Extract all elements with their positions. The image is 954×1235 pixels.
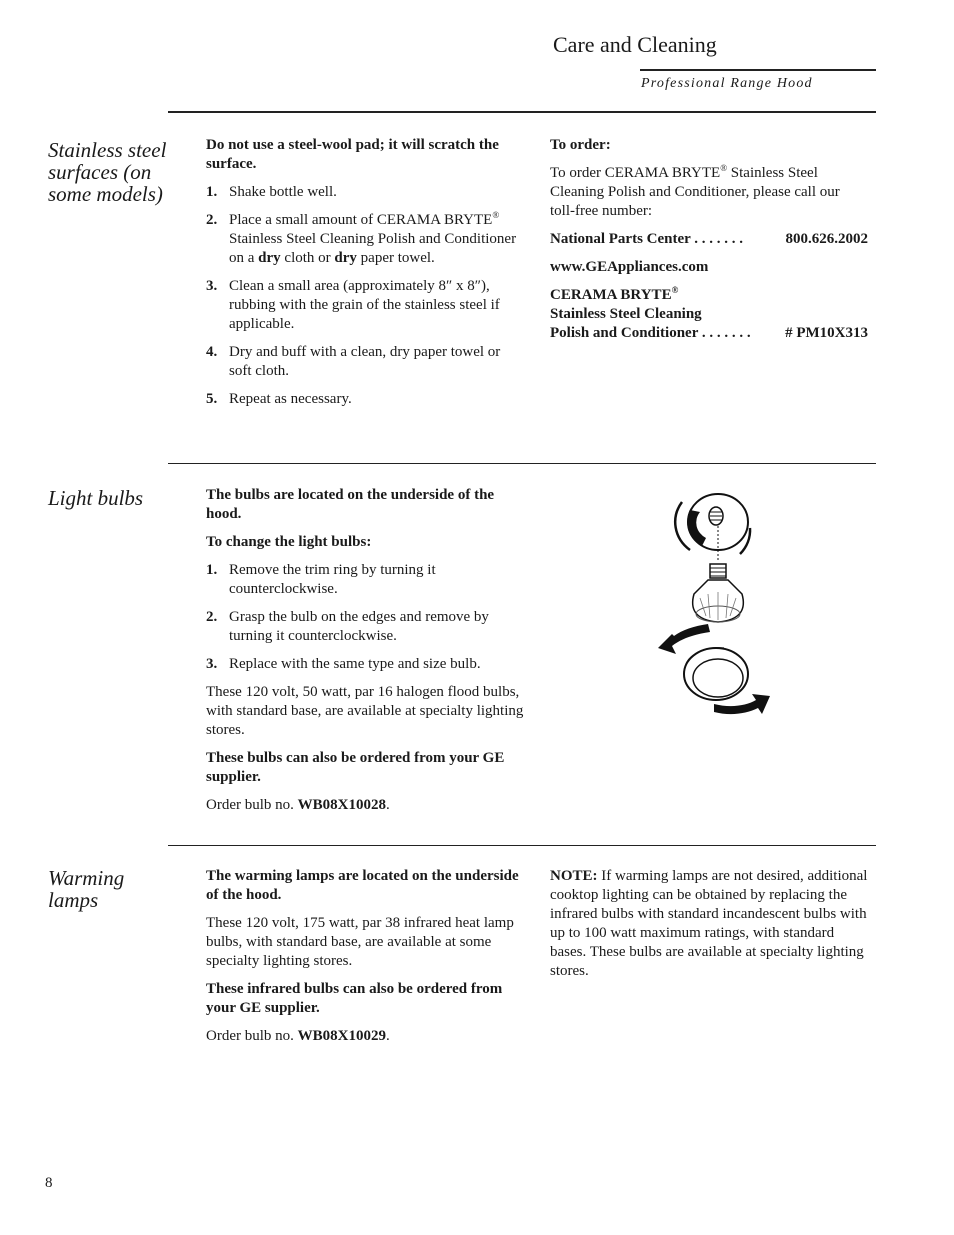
step-text-bold: dry bbox=[334, 250, 357, 266]
registered-mark: ® bbox=[492, 210, 500, 220]
product-line: Stainless Steel Cleaning bbox=[550, 306, 702, 322]
warming-location: The warming lamps are located on the underside of the hood. bbox=[206, 868, 519, 903]
light-steps bbox=[206, 561, 524, 674]
order-bulb-period: . bbox=[386, 797, 390, 813]
page-number: 8 bbox=[45, 1175, 53, 1191]
warming-lamp-instructions bbox=[206, 867, 524, 1055]
warming-spec: These 120 volt, 175 watt, par 38 infrared heat lamp bulbs, with standard base, are available at some specialty lighting stores. bbox=[206, 915, 514, 969]
note-paragraph bbox=[550, 867, 868, 981]
order-bulb-number: WB08X10029 bbox=[297, 1028, 386, 1044]
supplier-note: These bulbs can also be ordered from your GE supplier. bbox=[206, 750, 505, 785]
parts-center bbox=[550, 230, 868, 249]
section-divider bbox=[168, 463, 876, 464]
product-name-text: CERAMA BRYTE bbox=[550, 287, 672, 303]
list-item bbox=[206, 390, 526, 409]
list-item bbox=[206, 211, 526, 268]
step-text-bold: dry bbox=[258, 250, 281, 266]
note-text: If warming lamps are not desired, additional cooktop lighting can be obtained by replacing the infrared bulbs with standard incandescent bulbs with up to 100 watt maximum ratings, with standard bases. These bulbs are available at specialty lighting stores. bbox=[550, 868, 868, 979]
product-part-label: Polish and Conditioner . . . . . . . bbox=[550, 325, 751, 341]
list-item bbox=[206, 608, 524, 646]
step-number: 2. bbox=[206, 609, 218, 625]
stainless-steps bbox=[206, 183, 526, 409]
registered-mark: ® bbox=[720, 163, 728, 173]
step-text-pre: Place a small amount of CERAMA BRYTE bbox=[229, 212, 493, 228]
section-divider-top bbox=[168, 111, 876, 113]
product-name bbox=[550, 286, 868, 305]
step-number: 2. bbox=[206, 212, 218, 228]
product-info bbox=[550, 286, 868, 343]
product-part-number: # PM10X313 bbox=[785, 325, 868, 341]
warming-supplier-note: These infrared bulbs can also be ordered from your GE supplier. bbox=[206, 981, 503, 1016]
step-text: Remove the trim ring by turning it counterclockwise. bbox=[229, 562, 436, 597]
list-item bbox=[206, 655, 524, 674]
order-text bbox=[550, 164, 868, 221]
step-number: 3. bbox=[206, 278, 218, 294]
heading-line: lamps bbox=[48, 888, 99, 912]
section-heading-warming-lamps bbox=[48, 867, 124, 911]
order-bulb-number: WB08X10028 bbox=[297, 797, 386, 813]
parts-center-phone: 800.626.2002 bbox=[785, 231, 868, 247]
bulb-location: The bulbs are located on the underside of the hood. bbox=[206, 487, 495, 522]
light-bulb-instructions bbox=[206, 486, 524, 824]
step-text: Shake bottle well. bbox=[229, 184, 337, 200]
step-number: 1. bbox=[206, 184, 218, 200]
order-heading: To order: bbox=[550, 137, 611, 153]
step-text: Replace with the same type and size bulb. bbox=[229, 656, 481, 672]
order-text-post: Stainless Steel Cleaning Polish and Conditioner, please call our toll-free number: bbox=[550, 165, 840, 219]
step-text: Repeat as necessary. bbox=[229, 391, 352, 407]
product-part bbox=[550, 324, 868, 343]
stainless-instructions bbox=[206, 136, 526, 418]
step-text: Clean a small area (approximately 8″ x 8″), rubbing with the grain of the stainless steel if applicable. bbox=[229, 278, 500, 332]
list-item bbox=[206, 343, 526, 381]
steel-wool-warning: Do not use a steel-wool pad; it will scratch the surface. bbox=[206, 137, 499, 172]
order-bulb-label: Order bulb no. bbox=[206, 1028, 298, 1044]
list-item bbox=[206, 277, 526, 334]
halogen-bulb-icon bbox=[693, 564, 744, 622]
header-rule bbox=[640, 69, 876, 71]
trim-ring-icon bbox=[684, 648, 748, 700]
registered-mark: ® bbox=[671, 285, 679, 295]
order-bulb-label: Order bulb no. bbox=[206, 797, 298, 813]
socket-fixture-icon bbox=[675, 494, 750, 554]
order-text-pre: To order CERAMA BRYTE bbox=[550, 165, 721, 181]
heading-line: Warming bbox=[48, 866, 125, 890]
order-bulb bbox=[206, 796, 524, 815]
warming-note bbox=[550, 867, 868, 990]
step-number: 1. bbox=[206, 562, 218, 578]
section-heading-light-bulbs: Light bulbs bbox=[48, 486, 144, 510]
change-bulbs-heading: To change the light bulbs: bbox=[206, 534, 372, 550]
bulb-spec: These 120 volt, 50 watt, par 16 halogen flood bulbs, with standard base, are available at specialty lighting stores. bbox=[206, 684, 524, 738]
website-link: www.GEAppliances.com bbox=[550, 259, 709, 275]
list-item bbox=[206, 183, 526, 202]
order-info bbox=[550, 136, 868, 343]
step-text-mid: cloth or bbox=[280, 250, 335, 266]
step-text: Dry and buff with a clean, dry paper towel or soft cloth. bbox=[229, 344, 501, 379]
step-text: Grasp the bulb on the edges and remove by turning it counterclockwise. bbox=[229, 609, 489, 644]
step-text-post: paper towel. bbox=[356, 250, 435, 266]
note-label: NOTE: bbox=[550, 868, 598, 884]
section-divider bbox=[168, 845, 876, 846]
page-subtitle: Professional Range Hood bbox=[641, 76, 813, 91]
step-text-mid: Stainless Steel Cleaning Polish and Conditioner on a bbox=[229, 231, 517, 266]
page-title: Care and Cleaning bbox=[553, 32, 717, 57]
step-number: 3. bbox=[206, 656, 218, 672]
bulb-replacement-illustration bbox=[650, 488, 790, 728]
step-number: 4. bbox=[206, 344, 218, 360]
step-number: 5. bbox=[206, 391, 218, 407]
parts-center-label: National Parts Center . . . . . . . bbox=[550, 231, 744, 247]
list-item bbox=[206, 561, 524, 599]
section-heading-stainless: Stainless steel surfaces (on some models) bbox=[48, 138, 167, 206]
order-warming-bulb bbox=[206, 1027, 524, 1046]
order-bulb-period: . bbox=[386, 1028, 390, 1044]
